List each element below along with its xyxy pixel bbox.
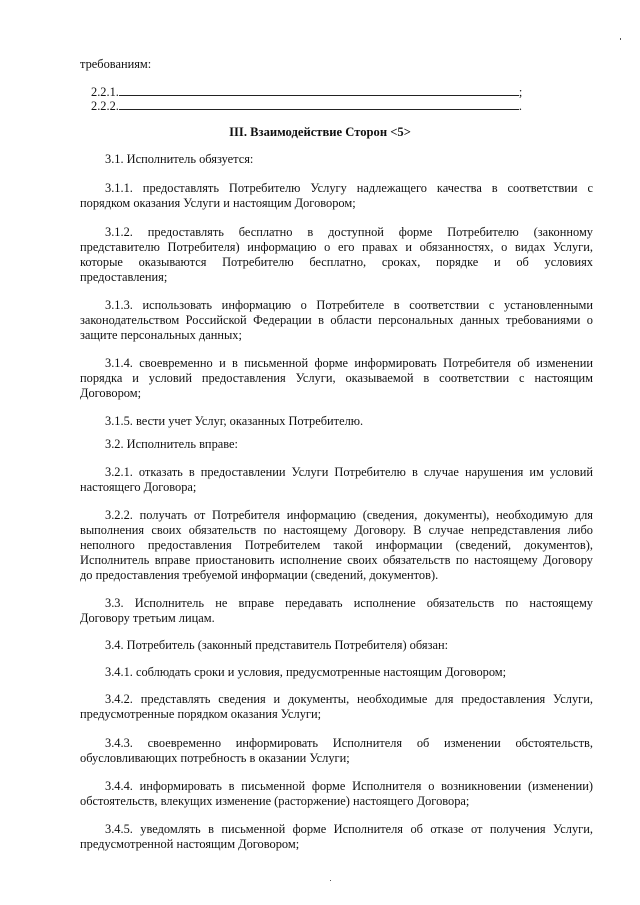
paragraph-line: предоставления; xyxy=(80,270,168,284)
paragraph-line: порядком оказания Услуги и настоящим Договором; xyxy=(80,196,356,210)
blank-item xyxy=(91,98,522,114)
paragraph-line: предусмотренные порядком оказания Услуги; xyxy=(80,707,322,721)
blank-line[interactable] xyxy=(119,84,519,96)
paragraph-line: порядка и условий предоставления Услуги, оказываемой в соответствии с настоящим xyxy=(80,371,593,385)
paragraph-line: 3.4. Потребитель (законный представитель Потребителя) обязан: xyxy=(105,638,449,652)
paragraph-line: 3.2.1. отказать в предоставлении Услуги Потребителю в случае нарушения им условий xyxy=(105,465,593,479)
blank-line[interactable] xyxy=(119,98,519,110)
scan-speck xyxy=(620,38,621,40)
blank-item-end: ; xyxy=(518,85,523,99)
paragraph-line: предусмотренной настоящим Договором; xyxy=(80,837,300,851)
paragraph-line: 3.1. Исполнитель обязуется: xyxy=(105,152,254,166)
section-title: III. Взаимодействие Сторон <5> xyxy=(229,125,411,139)
paragraph-line: 3.1.5. вести учет Услуг, оказанных Потребителю. xyxy=(105,414,364,428)
paragraph-line: Договору третьим лицам. xyxy=(80,611,215,625)
paragraph-line: 3.1.4. своевременно и в письменной форме информировать Потребителя об изменении xyxy=(105,356,593,370)
scan-speck xyxy=(330,880,331,881)
paragraph-line: до предоставления требуемой информации (сведений, документов). xyxy=(80,568,439,582)
paragraph-line: 3.1.1. предоставлять Потребителю Услугу надлежащего качества в соответствии с xyxy=(105,181,593,195)
paragraph-line: 3.4.2. представлять сведения и документы, необходимые для предоставления Услуги, xyxy=(105,692,593,706)
paragraph-line: 3.2. Исполнитель вправе: xyxy=(105,437,238,451)
paragraph-line: 3.2.2. получать от Потребителя информацию (сведения, документы), необходимую для xyxy=(105,508,593,522)
paragraph-line: 3.1.2. предоставлять бесплатно в доступной форме Потребителю (законному xyxy=(105,225,593,239)
paragraph-line: которые оказываются Потребителю бесплатно, сроках, порядке и об условиях xyxy=(80,255,593,269)
paragraph-line: выполнения своих обязательств по настоящему Договору. В случае непредставления либо xyxy=(80,523,593,537)
paragraph-line: настоящего Договора; xyxy=(80,480,197,494)
paragraph-line: Договором; xyxy=(80,386,142,400)
paragraph-line: представителю Потребителя) информацию о его правах и обязанностях, о видах Услуги, xyxy=(80,240,593,254)
paragraph-line: неполного предоставления Потребителем такой информации (сведений, документов), xyxy=(80,538,593,552)
blank-item-end: . xyxy=(518,99,522,113)
blank-item-number: 2.2.2. xyxy=(91,99,119,113)
paragraph-line: 3.1.3. использовать информацию о Потребителе в соответствии с установленными xyxy=(105,298,593,312)
intro-tail: требованиям: xyxy=(80,57,152,71)
paragraph-line: обусловливающих потребность в оказании Услуги; xyxy=(80,751,350,765)
paragraph-line: 3.4.3. своевременно информировать Исполнителя об изменении обстоятельств, xyxy=(105,736,593,750)
paragraph-line: 3.4.5. уведомлять в письменной форме Исполнителя об отказе от получения Услуги, xyxy=(105,822,593,836)
paragraph-line: законодательством Российской Федерации в области персональных данных требованиями о xyxy=(80,313,593,327)
paragraph-line: обстоятельств, влекущих изменение (расторжение) настоящего Договора; xyxy=(80,794,470,808)
blank-item-number: 2.2.1. xyxy=(91,85,119,99)
paragraph-line: 3.4.4. информировать в письменной форме Исполнителя о возникновении (изменении) xyxy=(105,779,593,793)
paragraph-line: 3.4.1. соблюдать сроки и условия, предусмотренные настоящим Договором; xyxy=(105,665,507,679)
paragraph-line: защите персональных данных; xyxy=(80,328,242,342)
paragraph-line: 3.3. Исполнитель не вправе передавать исполнение обязательств по настоящему xyxy=(105,596,593,610)
paragraph-line: Исполнитель вправе приостановить исполнение своих обязательств по настоящему Договору xyxy=(80,553,593,567)
